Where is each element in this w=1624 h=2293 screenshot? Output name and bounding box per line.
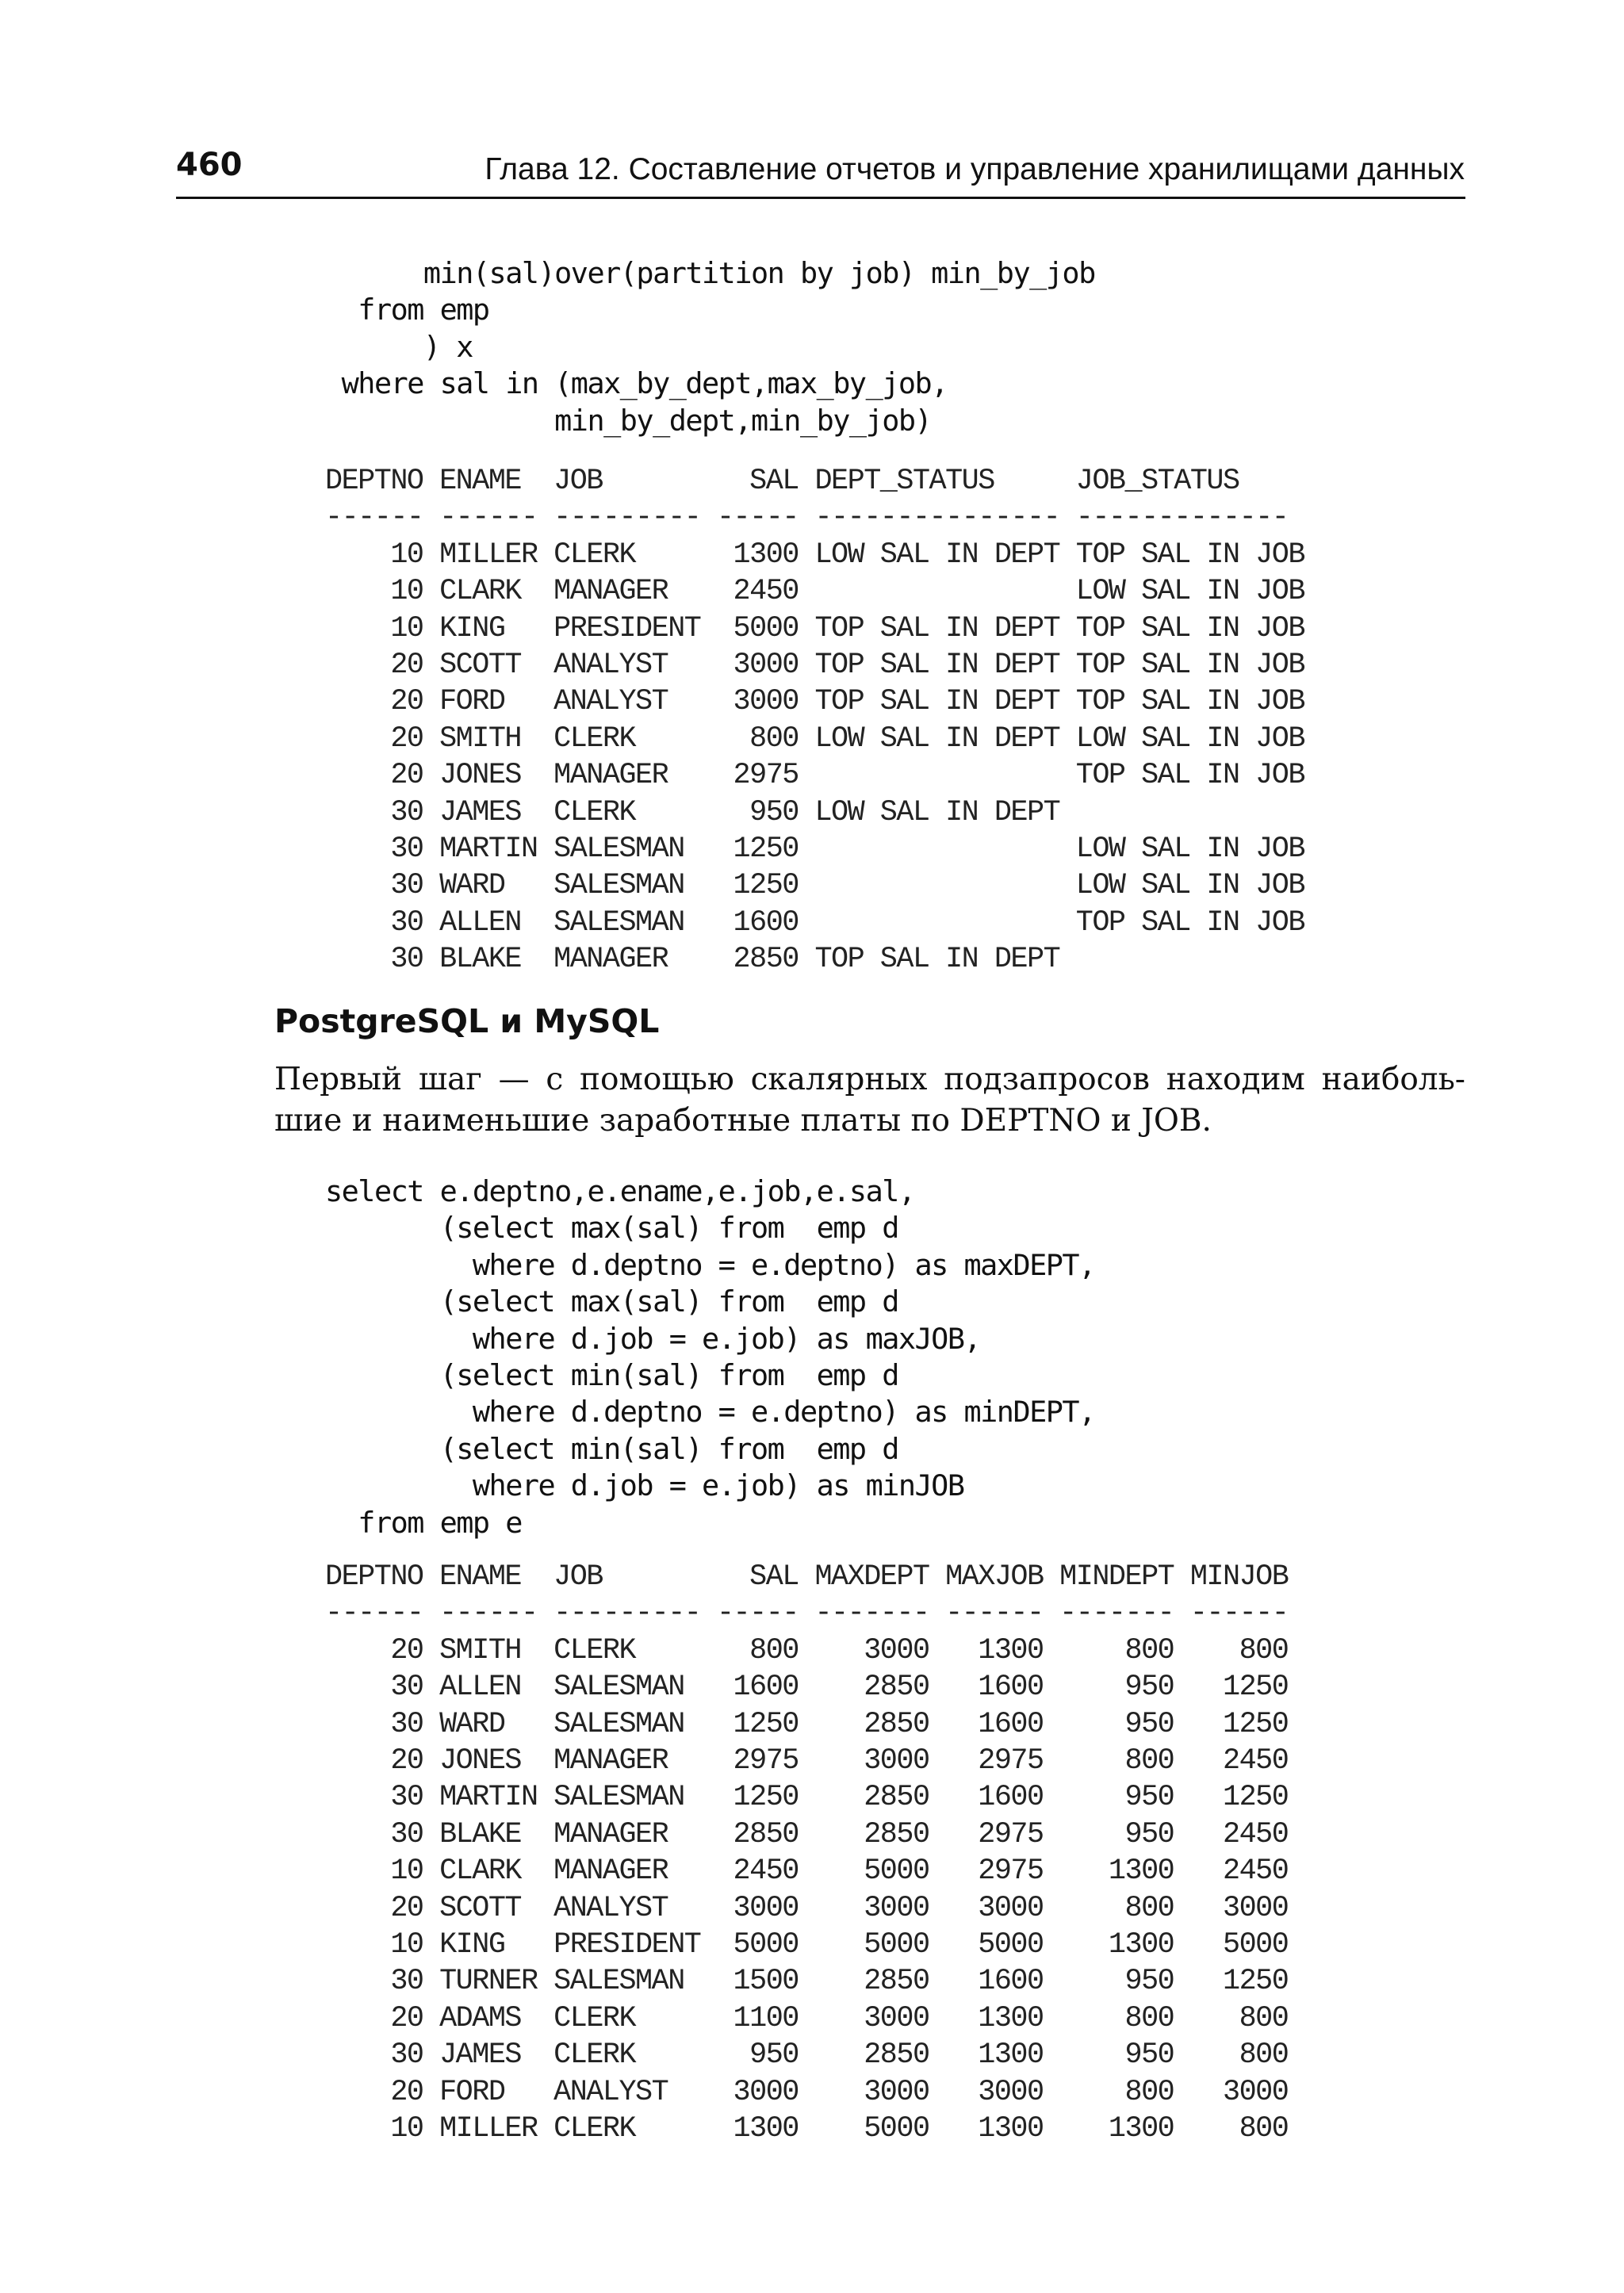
- section-paragraph: [274, 1059, 1465, 1142]
- sql-code-block-2: select e.deptno,e.ename,e.job,e.sal, (select max(sal) from emp d where d.deptno = e.deptno) as maxDEPT, (select max(sal) from emp d where d.job = e.job) as maxJOB, (select min(sal) from emp d where d.deptno = e.deptno) as minDEPT, (select min(sal) from emp d where d.job = e.job) as minJOB from emp e: [325, 1174, 1095, 1540]
- paragraph-line-2: шие и наименьшие заработные платы по DEPTNO и JOB.: [274, 1103, 1212, 1139]
- section-heading: PostgreSQL и MySQL: [274, 1002, 660, 1040]
- sql-code-block-1: min(sal)over(partition by job) min_by_job from emp ) x where sal in (max_by_dept,max_by_job, min_by_dept,min_by_job): [341, 256, 1095, 438]
- chapter-title: Глава 12. Составление отчетов и управление хранилищами данных: [485, 152, 1465, 186]
- header-divider: [176, 197, 1465, 199]
- query-result-table-1: DEPTNO ENAME JOB SAL DEPT_STATUS JOB_STATUS ------ ------ --------- ----- --------------- ------------- 10 MILLER CLERK 1300 LOW SAL IN DEPT TOP SAL IN JOB 10 CLARK MANAGER 2450 LOW SAL IN JOB 10 KING PRESIDENT 5000 TOP SAL IN DEPT TOP SAL IN JOB 20 SCOTT ANALYST 3000 TOP SAL IN DEPT TOP SAL IN JOB 20 FORD ANALYST 3000 TOP SAL IN DEPT TOP SAL IN JOB 20 SMITH CLERK 800 LOW SAL IN DEPT LOW SAL IN JOB 20 JONES MANAGER 2975 TOP SAL IN JOB 30 JAMES CLERK 950 LOW SAL IN DEPT 30 MARTIN SALESMAN 1250 LOW SAL IN JOB 30 WARD SALESMAN 1250 LOW SAL IN JOB 30 ALLEN SALESMAN 1600 TOP SAL IN JOB 30 BLAKE MANAGER 2850 TOP SAL IN DEPT: [325, 465, 1304, 977]
- page-number: 460: [176, 147, 243, 183]
- paragraph-line-1: Первый шаг — с помощью скалярных подзапросов находим наиболь-: [274, 1062, 1465, 1097]
- query-result-table-2: DEPTNO ENAME JOB SAL MAXDEPT MAXJOB MINDEPT MINJOB ------ ------ --------- ----- ------- ------ ------- ------ 20 SMITH CLERK 800 3000 1300 800 800 30 ALLEN SALESMAN 1600 2850 1600 950 1250 30 WARD SALESMAN 1250 2850 1600 950 1250 20 JONES MANAGER 2975 3000 2975 800 2450 30 MARTIN SALESMAN 1250 2850 1600 950 1250 30 BLAKE MANAGER 2850 2850 2975 950 2450 10 CLARK MANAGER 2450 5000 2975 1300 2450 20 SCOTT ANALYST 3000 3000 3000 800 3000 10 KING PRESIDENT 5000 5000 5000 1300 5000 30 TURNER SALESMAN 1500 2850 1600 950 1250 20 ADAMS CLERK 1100 3000 1300 800 800 30 JAMES CLERK 950 2850 1300 950 800 20 FORD ANALYST 3000 3000 3000 800 3000 10 MILLER CLERK 1300 5000 1300 1300 800: [325, 1560, 1289, 2146]
